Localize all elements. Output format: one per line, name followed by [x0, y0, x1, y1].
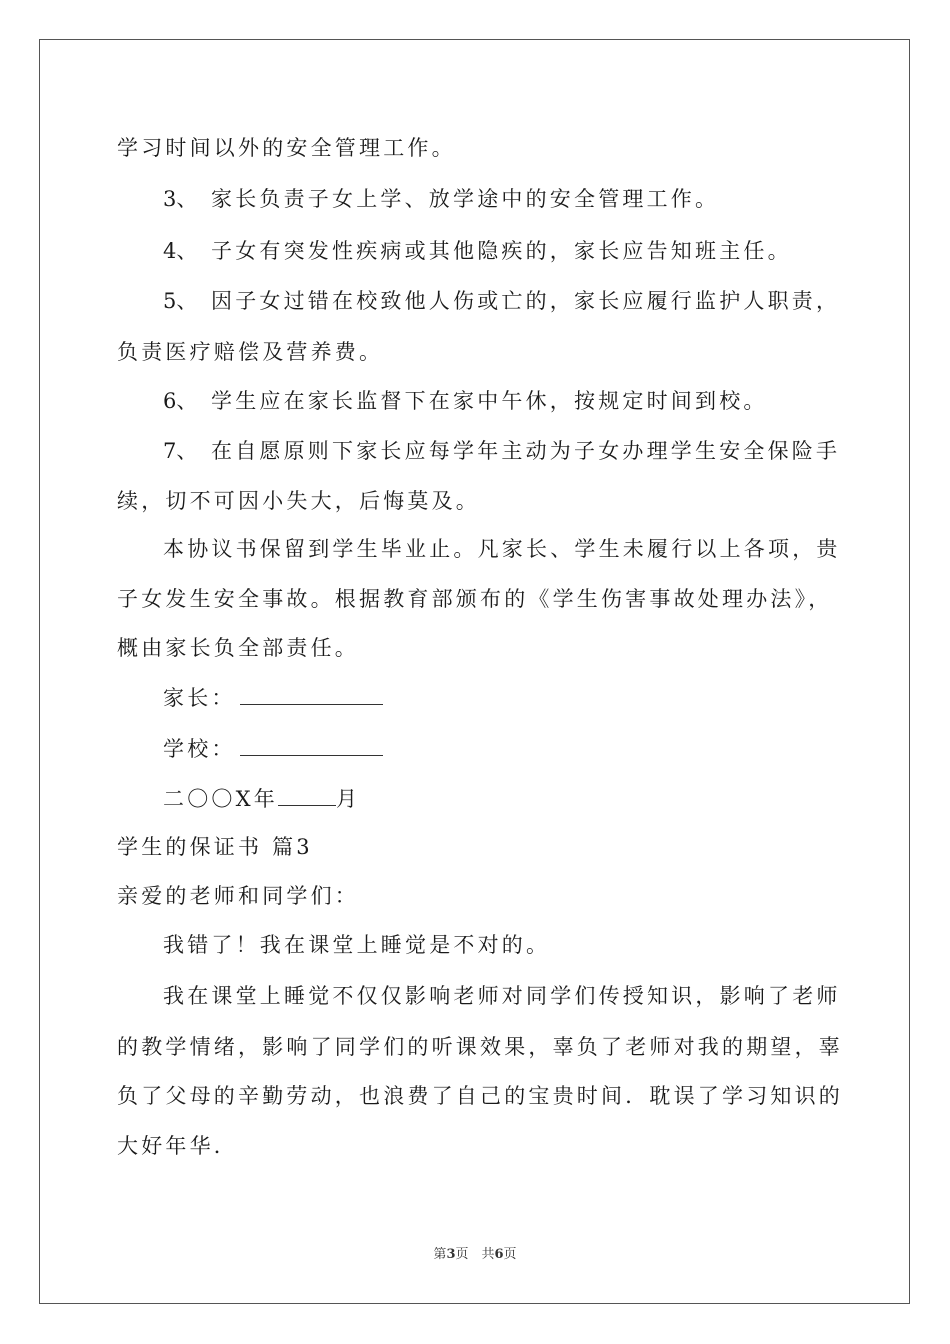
- text-line: 大好年华．: [117, 1134, 238, 1158]
- item-text: 子女有突发性疾病或其他隐疾的，家长应告知班主任。: [211, 239, 792, 263]
- page-current: 3: [446, 1247, 456, 1262]
- text-line: 我在课堂上睡觉不仅仅影响老师对同学们传授知识，影响了老师: [163, 984, 841, 1008]
- date-line: [163, 784, 360, 814]
- text-line: 负责医疗赔偿及营养费。: [117, 340, 384, 364]
- item-number: 4、: [163, 239, 198, 263]
- item-text: 因子女过错在校致他人伤或亡的，家长应履行监护人职责，: [211, 289, 841, 313]
- text-line: 子女发生安全事故。根据教育部颁布的《学生伤害事故处理办法》，: [117, 587, 833, 611]
- item-number: 5、: [163, 289, 198, 313]
- text-line: 学习时间以外的安全管理工作。: [117, 136, 456, 160]
- page-suffix: 页: [503, 1247, 517, 1262]
- item-number: 3、: [163, 187, 198, 211]
- month-blank: [278, 785, 336, 806]
- list-item-7: [163, 436, 840, 466]
- text-line: 的教学情绪，影响了同学们的听课效果，辜负了老师对我的期望，辜: [117, 1035, 843, 1059]
- text-line: 续，切不可因小失大，后悔莫及。: [117, 489, 480, 513]
- text-line: 我错了！我在课堂上睡觉是不对的。: [163, 933, 551, 957]
- item-number: 7、: [163, 439, 198, 463]
- greeting: 亲爱的老师和同学们：: [117, 884, 359, 908]
- page-footer: [0, 1246, 950, 1264]
- text-line: 负了父母的辛勤劳动，也浪费了自己的宝贵时间．耽误了学习知识的: [117, 1084, 843, 1108]
- item-text: 学生应在家长监督下在家中午休，按规定时间到校。: [211, 389, 768, 413]
- text-line: 本协议书保留到学生毕业止。凡家长、学生未履行以上各项，贵: [163, 537, 841, 561]
- item-number: 6、: [163, 389, 198, 413]
- page-prefix: 第: [433, 1247, 447, 1262]
- text-line: 概由家长负全部责任。: [117, 636, 359, 660]
- page-border: [39, 39, 910, 1304]
- list-item-5: [163, 286, 840, 316]
- item-text: 家长负责子女上学、放学途中的安全管理工作。: [211, 187, 720, 211]
- list-item-6: [163, 386, 768, 416]
- page-mid: 页 共: [455, 1247, 495, 1262]
- list-item-3: [163, 184, 719, 214]
- item-text: 在自愿原则下家长应每学年主动为子女办理学生安全保险手: [211, 439, 841, 463]
- school-signature-line: [163, 734, 383, 764]
- parent-label: 家长：: [163, 686, 236, 710]
- parent-signature-line: [163, 683, 383, 713]
- parent-signature-blank: [240, 684, 383, 705]
- school-signature-blank: [240, 735, 383, 756]
- list-item-4: [163, 236, 792, 266]
- section-title: 学生的保证书 篇3: [117, 835, 313, 859]
- school-label: 学校：: [163, 737, 236, 761]
- page-total: 6: [494, 1247, 504, 1262]
- date-prefix: 二〇〇X年: [163, 787, 278, 811]
- date-suffix: 月: [335, 787, 361, 811]
